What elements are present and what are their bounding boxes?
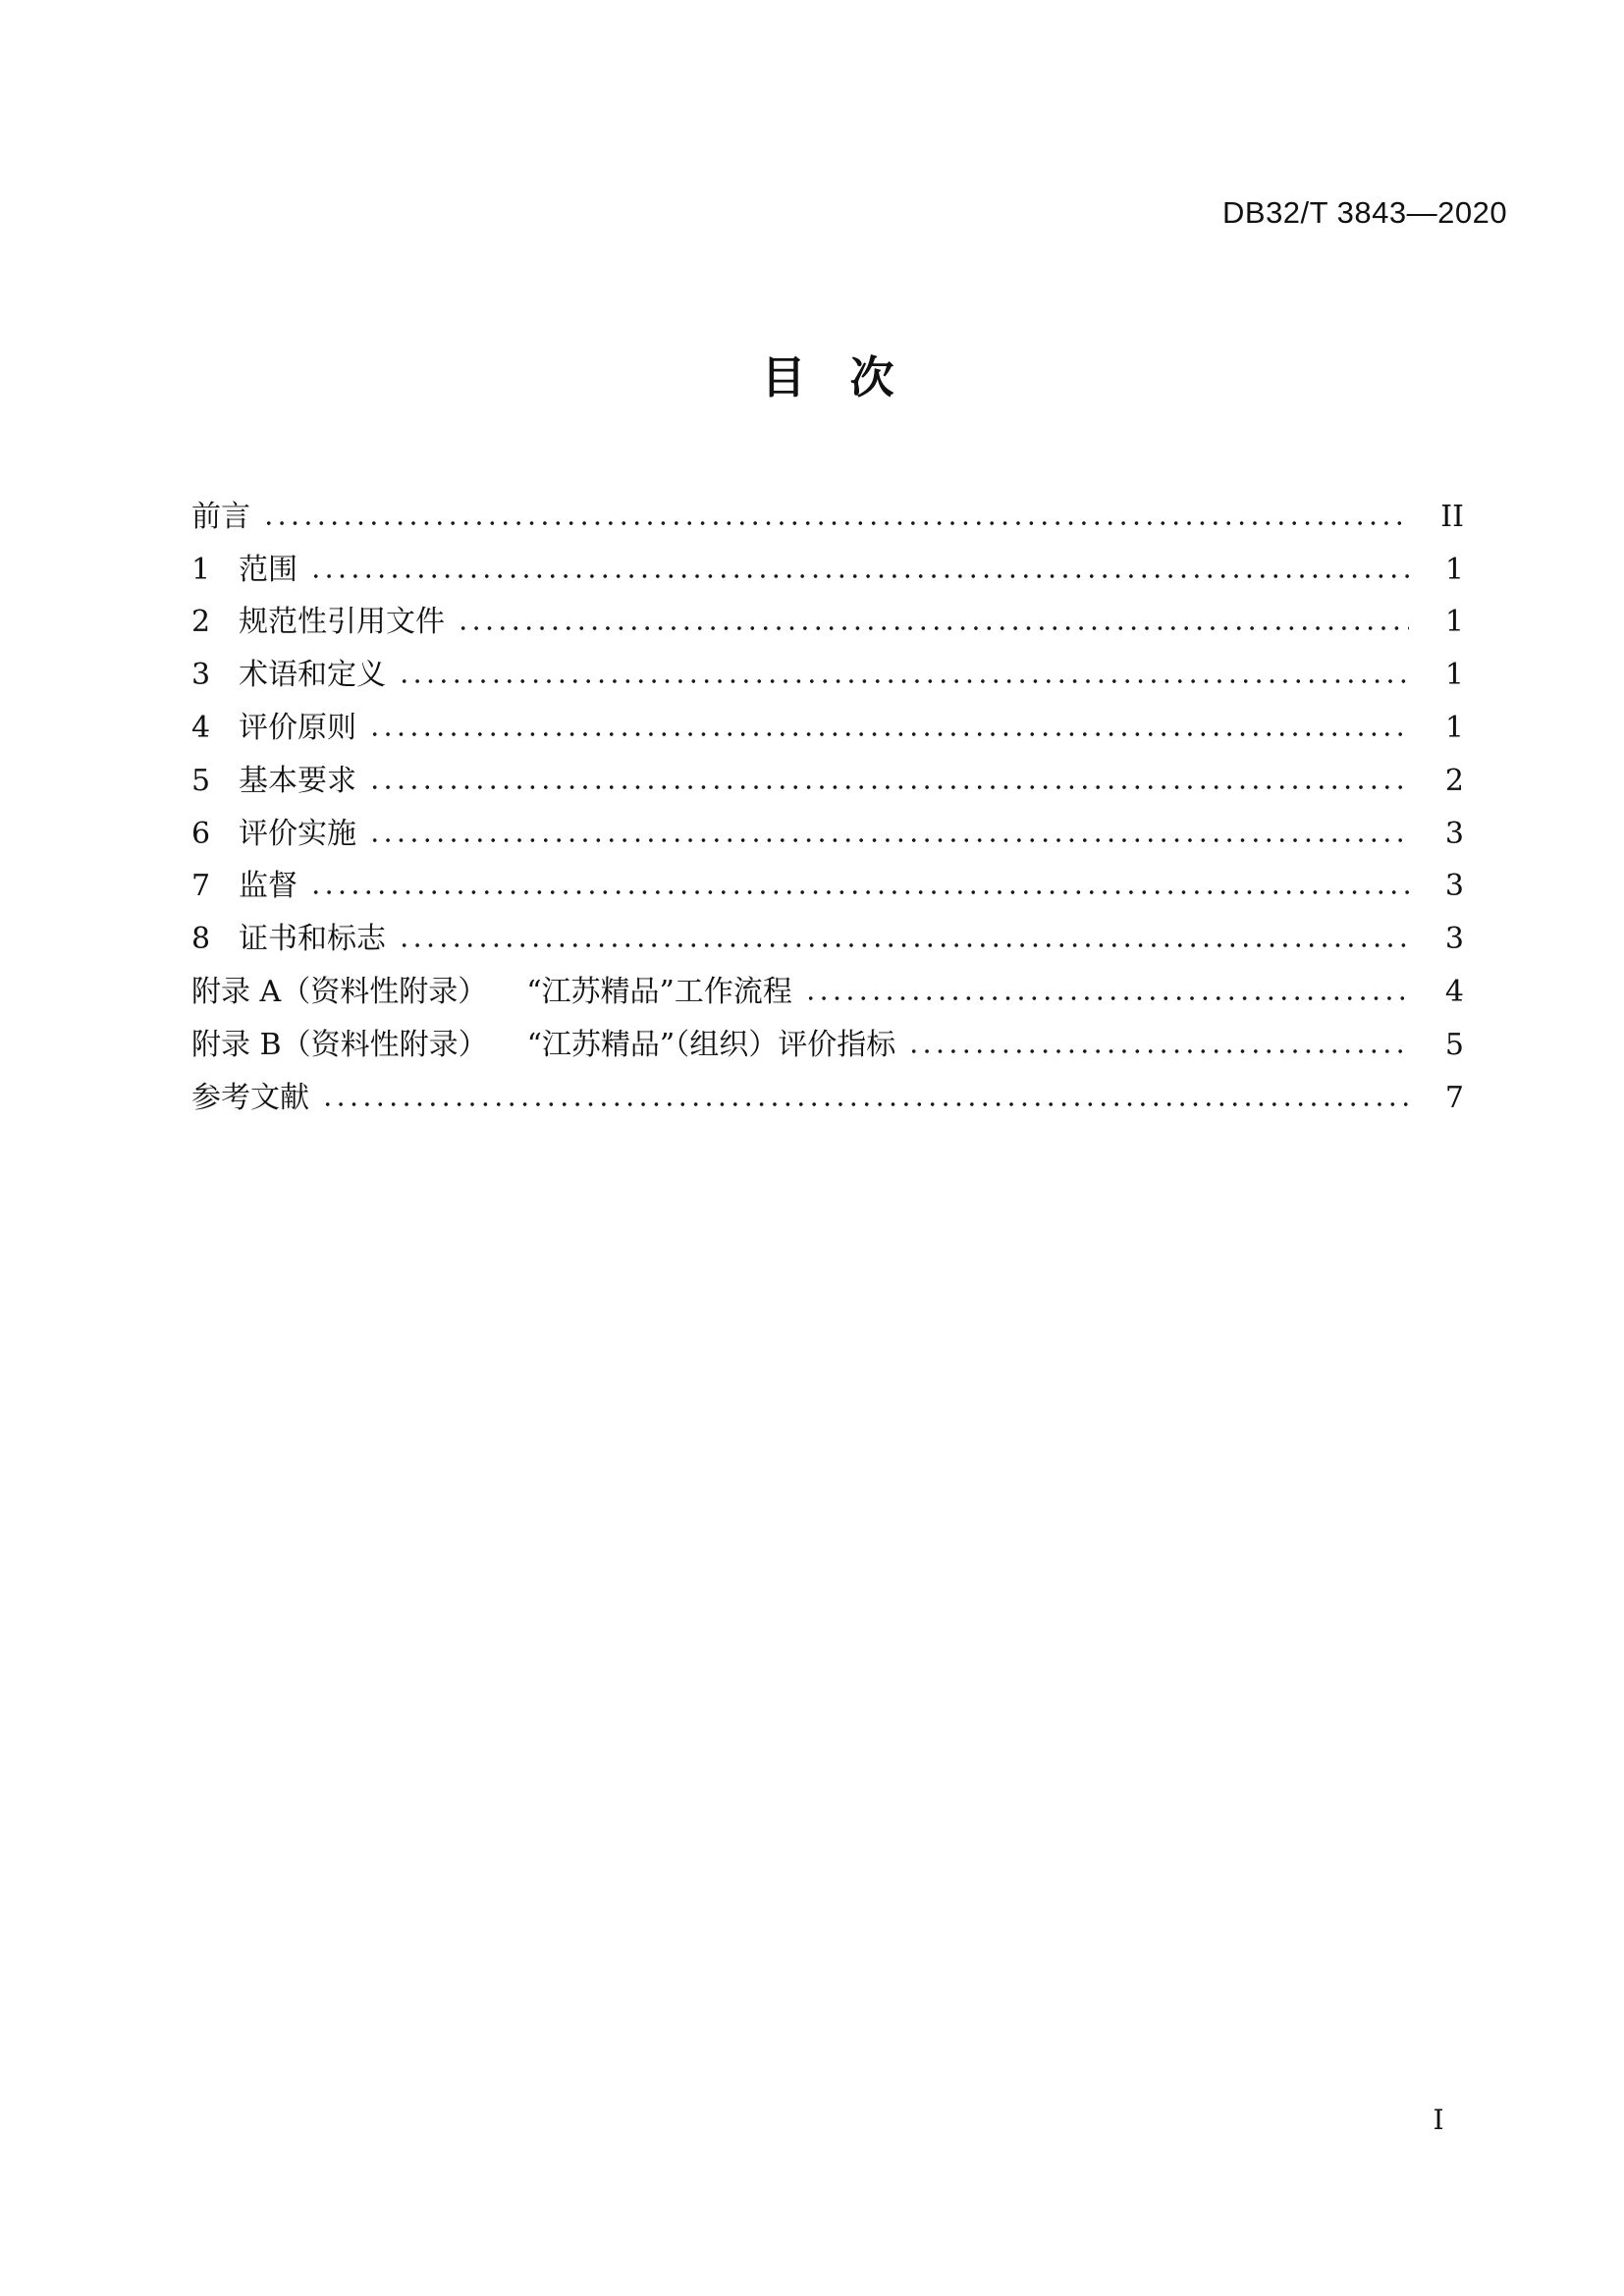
toc-entry-foreword [191, 479, 1464, 532]
toc-entry-page: II [1440, 499, 1464, 534]
dot-leader [457, 626, 1409, 630]
toc-entry-appendix-a [191, 954, 1464, 1007]
toc-entry-evaluation-principles [191, 690, 1464, 743]
dot-leader [368, 732, 1409, 736]
toc-entry-page: 7 [1444, 1080, 1464, 1115]
dot-leader [321, 1102, 1409, 1106]
toc-entry-sublabel: “江苏精品”（组织）评价指标 [526, 1027, 896, 1062]
dot-leader [368, 838, 1409, 842]
toc-entry-label: 评价实施 [239, 816, 356, 851]
toc-entry-page: 2 [1444, 763, 1464, 798]
toc-entry-number: 6 [191, 816, 211, 851]
toc-entry-label: 范围 [239, 552, 298, 587]
toc-entry-number: 2 [191, 605, 211, 640]
toc-entry-page: 1 [1444, 658, 1464, 693]
toc-entry-number: 5 [191, 763, 211, 798]
toc-entry-references [191, 1060, 1464, 1113]
toc-entry-page: 4 [1444, 974, 1464, 1009]
toc-entry-page: 3 [1444, 816, 1464, 851]
toc-entry-scope [191, 532, 1464, 585]
dot-leader [907, 1049, 1409, 1053]
toc-entry-normative-references [191, 585, 1464, 638]
toc-entry-page: 1 [1444, 552, 1464, 587]
toc-entry-label: 监督 [239, 869, 298, 904]
toc-entry-page: 3 [1444, 922, 1464, 957]
toc-entry-number: 1 [191, 552, 211, 587]
toc-entry-page: 5 [1444, 1027, 1464, 1062]
toc-entry-label: 前言 [191, 499, 250, 534]
toc-entry-label: 附录 A（资料性附录） [191, 974, 488, 1009]
toc-entry-number: 7 [191, 869, 211, 904]
toc-entry-label: 规范性引用文件 [239, 605, 445, 640]
toc-entry-number: 4 [191, 710, 211, 745]
toc-entry-label: 参考文献 [191, 1080, 309, 1115]
toc-entry-label: 术语和定义 [239, 658, 386, 693]
dot-leader [398, 679, 1409, 683]
toc-entry-page: 1 [1444, 605, 1464, 640]
toc-entry-sublabel: “江苏精品”工作流程 [526, 974, 792, 1009]
toc-entry-evaluation-implementation [191, 796, 1464, 849]
dot-leader [804, 996, 1409, 1000]
toc-entry-certificate-mark [191, 901, 1464, 957]
page-title: 目 次 [761, 351, 894, 403]
dot-leader [309, 890, 1409, 894]
toc-entry-number: 3 [191, 658, 211, 693]
dot-leader [368, 785, 1409, 789]
toc-entry-label: 证书和标志 [239, 922, 386, 957]
toc-entry-page: 1 [1444, 710, 1464, 745]
toc-entry-number: 8 [191, 922, 211, 957]
toc-entry-page: 3 [1444, 869, 1464, 904]
toc-entry-label: 评价原则 [239, 710, 356, 745]
toc-entry-label: 附录 B（资料性附录） [191, 1027, 488, 1062]
toc-entry-appendix-b [191, 1007, 1464, 1060]
dot-leader [262, 521, 1409, 525]
table-of-contents [191, 479, 1464, 1113]
dot-leader [398, 943, 1409, 947]
standard-code: DB32/T 3843—2020 [1222, 195, 1508, 230]
toc-entry-label: 基本要求 [239, 763, 356, 798]
page-number: I [1433, 2104, 1444, 2136]
toc-entry-terms-definitions [191, 637, 1464, 693]
dot-leader [309, 574, 1409, 578]
toc-entry-supervision [191, 849, 1464, 902]
toc-entry-basic-requirements [191, 743, 1464, 796]
